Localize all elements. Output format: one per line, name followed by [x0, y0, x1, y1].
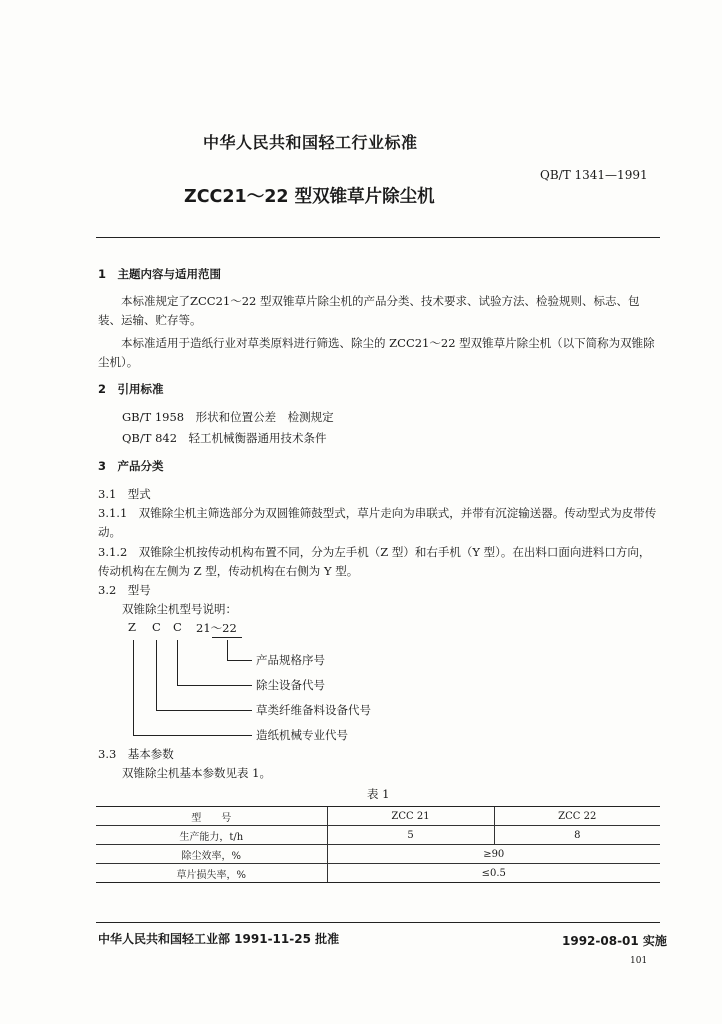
- table-cell: ≤0.5: [327, 864, 660, 883]
- table-row-label: 除尘效率，%: [96, 845, 327, 864]
- reference-item: GB/T 1958 形状和位置公差 检测规定: [122, 410, 334, 424]
- header-rule: [96, 237, 660, 238]
- spec-underline: [212, 637, 242, 638]
- section-3-1-2: 3.1.2 双锥除尘机按传动机构布置不同，分为左手机（Z 型）和右手机（Y 型）。在出料口面向进料口方向，传动机构在左侧为 Z 型，传动机构在右侧为 Y 型。: [98, 545, 651, 578]
- section-1-heading: 1 主题内容与适用范围: [98, 267, 222, 281]
- model-char-spec: 21～22: [196, 621, 237, 635]
- table-row: [96, 864, 660, 883]
- table-header-cell: ZCC 22: [494, 807, 660, 826]
- footer-rule: [96, 922, 660, 923]
- section-1-para-2: 本标准适用于造纸行业对草类原料进行筛选、除尘的 ZCC21～22 型双锥草片除尘机（以下简称为双锥除尘机）。: [98, 336, 655, 369]
- effective-date: 1992-08-01 实施: [562, 934, 667, 948]
- leader-spec: [227, 640, 228, 660]
- table-cell: 5: [327, 826, 494, 845]
- model-char-z: Z: [128, 620, 136, 634]
- leader-z-h: [133, 735, 252, 736]
- leader-c2-h: [177, 685, 252, 686]
- section-3-1-heading: 3.1 型式: [98, 487, 151, 501]
- table-row-label: 草片损失率，%: [96, 864, 327, 883]
- page-number: 101: [630, 956, 648, 966]
- table-header-cell: ZCC 21: [327, 807, 494, 826]
- model-label-prep: 草类纤维备料设备代号: [256, 703, 371, 717]
- params-intro: 双锥除尘机基本参数见表 1。: [122, 766, 271, 780]
- leader-c1-h: [156, 710, 252, 711]
- model-char-c1: C: [152, 620, 161, 634]
- model-char-c2: C: [173, 620, 182, 634]
- table-cell: ≥90: [327, 845, 660, 864]
- leader-c1: [156, 640, 157, 710]
- table-header-row: [96, 807, 660, 826]
- section-3-3-heading: 3.3 基本参数: [98, 747, 174, 761]
- table-row: [96, 845, 660, 864]
- org-title: 中华人民共和国轻工行业标准: [203, 133, 418, 152]
- table-header-cell: 型 号: [96, 807, 327, 826]
- table-row: [96, 826, 660, 845]
- section-2-heading: 2 引用标准: [98, 382, 164, 396]
- table-caption: 表 1: [367, 787, 390, 801]
- model-label-spec: 产品规格序号: [256, 653, 325, 667]
- leader-c2: [177, 640, 178, 685]
- doc-title: ZCC21～22 型双锥草片除尘机: [184, 187, 435, 207]
- model-label-paper: 造纸机械专业代号: [256, 728, 348, 742]
- table-cell: 8: [494, 826, 660, 845]
- section-1-para-1: 本标准规定了ZCC21～22 型双锥草片除尘机的产品分类、技术要求、试验方法、检验规则、标志、包装、运输、贮存等。: [98, 294, 640, 327]
- leader-spec-h: [227, 660, 252, 661]
- reference-item: QB/T 842 轻工机械衡器通用技术条件: [122, 431, 327, 445]
- model-label-dust: 除尘设备代号: [256, 678, 325, 692]
- parameter-table: [96, 806, 660, 883]
- issuer-approval: 中华人民共和国轻工业部 1991-11-25 批准: [98, 932, 340, 946]
- std-number: QB/T 1341—1991: [540, 168, 648, 182]
- leader-z: [133, 640, 134, 735]
- section-3-heading: 3 产品分类: [98, 459, 164, 473]
- section-3-1-1: 3.1.1 双锥除尘机主筛选部分为双圆锥筛鼓型式，草片走向为串联式，并带有沉淀输送器。传动型式为皮带传动。: [98, 506, 657, 539]
- model-intro: 双锥除尘机型号说明：: [122, 602, 237, 616]
- section-3-2-heading: 3.2 型号: [98, 583, 151, 597]
- table-row-label: 生产能力，t/h: [96, 826, 327, 845]
